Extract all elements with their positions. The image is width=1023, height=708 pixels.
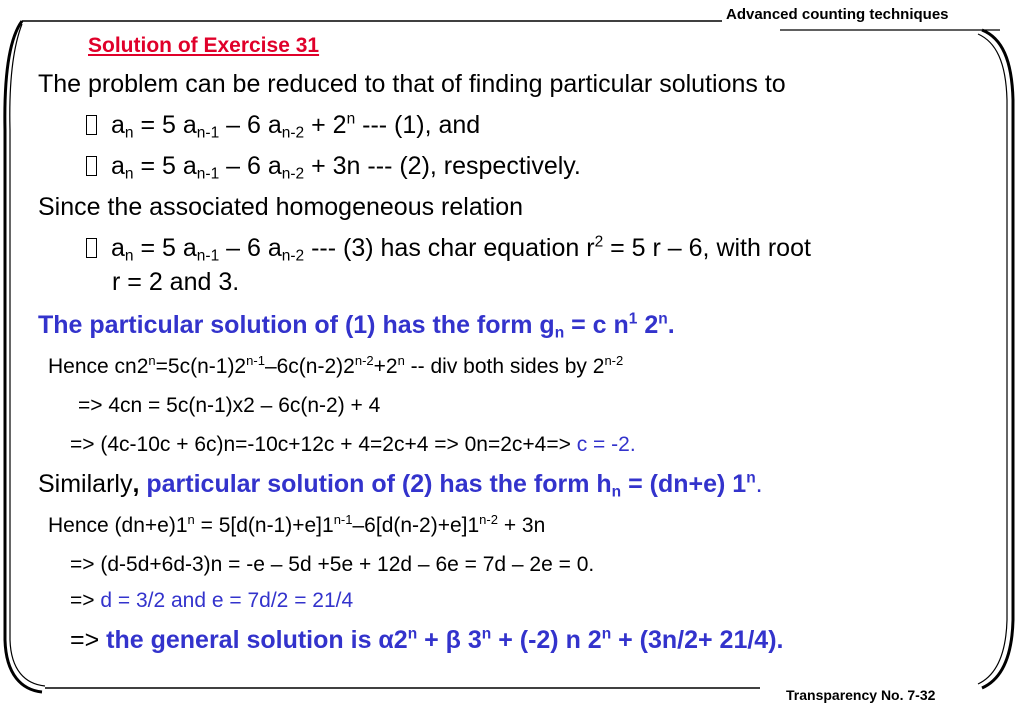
general-solution-line: => the general solution is $\alpha 2^n + \beta$ $3^n + (-2)$ n $2^n + (3n/2+ 21/4)$. [70,625,784,654]
footer-text: Transparency No. 7-32 [786,687,936,703]
equation-1: $a_n = 5$ $a_{n-1} - 6$ $a_{n-2} + 2^n$ --- (1), and [86,111,480,142]
hence-line-2: Hence $(dn+e)1^n = 5[d(n-1)+e]1^{n-1}-6[d(n-2)+e]1^{n-2} + 3n$ [48,512,546,537]
bullet-box-icon [86,156,97,176]
derivation-line-2: => (4c-10c + 6c)n=-10c+12c + 4=2c+4 => 0n=2c+4=> c = -2. [70,433,636,456]
particular-solution-1: The particular solution of (1) has the form $g_n = c$ $n^1$ 2$^n$. [38,310,675,342]
bullet-box-icon [86,115,97,135]
derivation-line-3: => (d-5d+6d-3)n = -e – 5d +5e + 12d – 6e = 7d – 2e = 0. [70,553,595,576]
equation-3-wrap: r = 2 and 3. [112,268,240,296]
intro-line: The problem can be reduced to that of finding particular solutions to [38,70,786,98]
equation-3: $a_n = 5$ $a_{n-1} - 6$ $a_{n-2}$ --- (3) has char equation $r^2 = 5$ r – 6, with root [86,234,811,265]
hence-line-1: Hence $cn2^n=5c(n-1)2^{n-1}-6c(n-2)2^{n-2}+2^n$ -- div both sides by 2$^{n-2}$ [48,353,624,378]
derivation-line-4: => d = 3/2 and e = 7d/2 = 21/4 [70,589,354,612]
derivation-line-1: => 4cn = 5c(n-1)x2 – 6c(n-2) + 4 [78,394,381,417]
particular-solution-2: Similarly, particular solution of (2) has the form $h_n = (dn+e)$ 1$^n$. [38,469,763,501]
bullet-box-icon [86,238,97,258]
homogeneous-line: Since the associated homogeneous relation [38,193,524,221]
equation-2: $a_n = 5$ $a_{n-1} - 6$ $a_{n-2} + 3n$ --- (2), respectively. [86,152,581,183]
slide-title: Solution of Exercise 31 [88,34,320,57]
header-text: Advanced counting techniques [726,6,949,23]
